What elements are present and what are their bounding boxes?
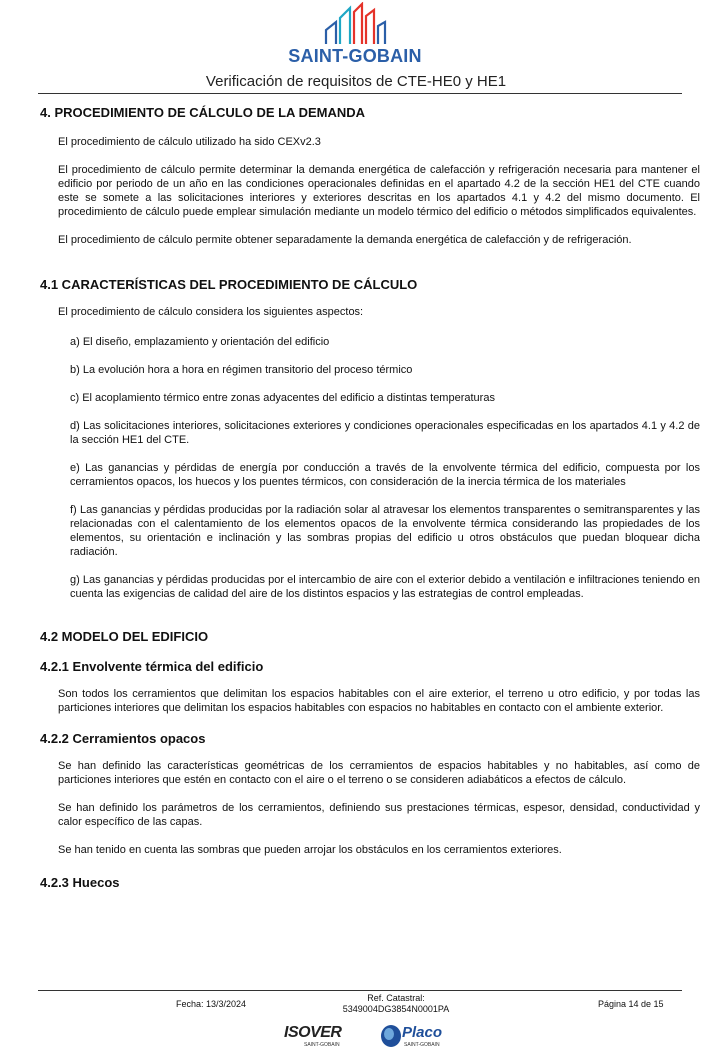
brand-name: SAINT-GOBAIN bbox=[288, 46, 422, 66]
list-item: b) La evolución hora a hora en régimen transitorio del proceso térmico bbox=[70, 364, 413, 376]
list-item: d) Las solicitaciones interiores, solicitaciones exteriores y condiciones operacionales especificadas en los apartados 4.1 y 4.2 de la sección HE1 del CTE. bbox=[70, 420, 700, 446]
document-title: Verificación de requisitos de CTE-HE0 y HE1 bbox=[205, 73, 507, 90]
paragraph: Se han definido los parámetros de los cerramientos, definiendo sus prestaciones térmicas, espesor, densidad, conductividad y calor específico de las capas. bbox=[58, 802, 700, 828]
list-item: e) Las ganancias y pérdidas de energía por conducción a través de la envolvente térmica del edificio, compuesta por los cerramientos opacos, los huecos y los puentes térmicos, con consideración de la inercia térmica de los materiales bbox=[70, 462, 700, 488]
paragraph: El procedimiento de cálculo considera los siguientes aspectos: bbox=[58, 306, 364, 318]
paragraph: Se han tenido en cuenta las sombras que pueden arrojar los obstáculos en los cerramientos exteriores. bbox=[58, 844, 562, 856]
subsection-heading: 4.2.2 Cerramientos opacos bbox=[40, 731, 206, 746]
list-item: g) Las ganancias y pérdidas producidas por el intercambio de aire con el exterior debido a ventilación e infiltraciones teniendo en cuenta las exigencias de calidad del aire de los distintos espacios y las estrategias de control empleadas. bbox=[70, 574, 700, 600]
footer-divider bbox=[38, 990, 682, 991]
paragraph: El procedimiento de cálculo permite determinar la demanda energética de calefacción y refrigeración necesaria para mantener el edificio por periodo de un año en las condiciones operacionales definidas en el apartado 4.2 de la sección HE1 del CTE cuando este se somete a las solicitaciones interiores y exteriores descritas en los apartados 4.1 y 4.2 del mismo documento. El procedimiento de cálculo puede emplear simulación mediante un modelo térmico del edificio o métodos simplificados equivalentes. bbox=[58, 164, 700, 218]
section-heading: 4. PROCEDIMIENTO DE CÁLCULO DE LA DEMANDA bbox=[40, 105, 366, 120]
placo-emblem-icon bbox=[380, 1024, 402, 1048]
paragraph: Se han definido las características geométricas de los cerramientos de espacios habitables y no habitables, así como de particiones interiores que estén en contacto con el aire o el terreno o se consideren adiabáticos a efectos de cálculo. bbox=[58, 760, 700, 786]
list-item: f) Las ganancias y pérdidas producidas por la radiación solar al atravesar los elementos transparentes o semitransparentes y las relacionadas con el calentamiento de los elementos opacos de la envolvente térmica considerando las propiedades de los elementos, su orientación e inclinación y las sombras propias del edificio u otros obstáculos que puedan bloquear dicha radiación. bbox=[70, 504, 700, 558]
placo-logo bbox=[380, 1022, 450, 1052]
footer-date: Fecha: 13/3/2024 bbox=[176, 999, 247, 1009]
paragraph: Son todos los cerramientos que delimitan los espacios habitables con el aire exterior, el terreno u otro edificio, y por todas las particiones interiores que delimitan los espacios habitables con espacios no habitables en contacto con el ambiente exterior. bbox=[58, 688, 700, 714]
header-divider bbox=[38, 93, 682, 94]
document-body bbox=[40, 105, 700, 891]
paragraph: El procedimiento de cálculo utilizado ha sido CEXv2.3 bbox=[58, 136, 321, 148]
footer-page-number: Página 14 de 15 bbox=[598, 999, 664, 1009]
saint-gobain-logo-mark bbox=[322, 2, 388, 46]
paragraph: El procedimiento de cálculo permite obtener separadamente la demanda energética de calefacción y de refrigeración. bbox=[58, 234, 632, 246]
placo-subtitle: SAINT-GOBAIN bbox=[404, 1042, 440, 1048]
footer-cadastral-ref bbox=[326, 993, 466, 1015]
list-item: a) El diseño, emplazamiento y orientación del edificio bbox=[70, 336, 330, 348]
isover-logo bbox=[284, 1024, 350, 1052]
saint-gobain-logo bbox=[280, 2, 430, 70]
section-heading: 4.1 CARACTERÍSTICAS DEL PROCEDIMIENTO DE CÁLCULO bbox=[40, 277, 418, 292]
isover-wordmark: ISOVER bbox=[284, 1024, 342, 1041]
placo-wordmark: Placo bbox=[402, 1024, 443, 1041]
cadastral-ref-label: Ref. Catastral: bbox=[367, 993, 425, 1003]
cadastral-ref-value: 5349004DG3854N0001PA bbox=[342, 1004, 450, 1014]
section-heading: 4.2 MODELO DEL EDIFICIO bbox=[40, 629, 209, 644]
isover-subtitle: SAINT-GOBAIN bbox=[304, 1042, 340, 1048]
subsection-heading: 4.2.3 Huecos bbox=[40, 875, 120, 890]
list-item: c) El acoplamiento térmico entre zonas adyacentes del edificio a distintas temperaturas bbox=[70, 392, 495, 404]
subsection-heading: 4.2.1 Envolvente térmica del edificio bbox=[40, 659, 264, 674]
